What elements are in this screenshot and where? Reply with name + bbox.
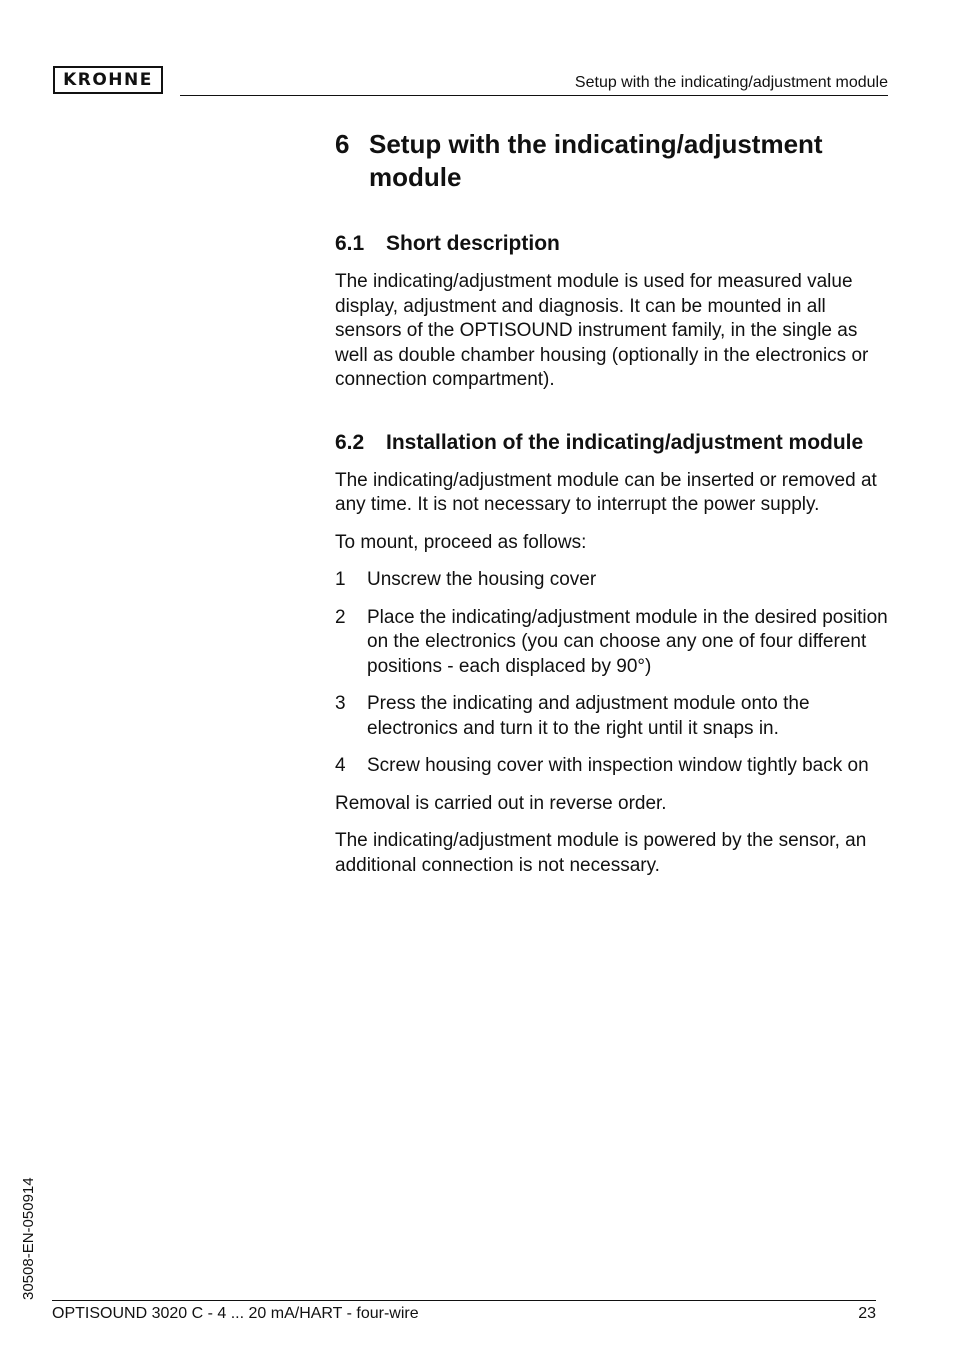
main-content bbox=[335, 128, 891, 878]
krohne-logo: KROHNE bbox=[53, 66, 163, 94]
list-item bbox=[335, 606, 891, 680]
step-text: Press the indicating and adjustment module onto the electronics and turn it to the right until it snaps in. bbox=[367, 693, 810, 739]
list-item bbox=[335, 568, 891, 593]
section-number: 6.2 bbox=[335, 430, 365, 454]
paragraph: The indicating/adjustment module can be inserted or removed at any time. It is not necessary to interrupt the power supply. bbox=[335, 469, 877, 515]
running-header-title: Setup with the indicating/adjustment module bbox=[574, 74, 888, 91]
paragraph: Removal is carried out in reverse order. bbox=[335, 792, 667, 814]
paragraph: The indicating/adjustment module is used for measured value display, adjustment and diagnosis. It can be mounted in all sensors of the OPTISOUND instrument family, in the single as well as double chamber housing (optionally in the electronics or connection compartment). bbox=[335, 271, 869, 390]
document-code: 30508-EN-050914 bbox=[20, 1177, 37, 1300]
footer-product: OPTISOUND 3020 C - 4 ... 20 mA/HART - four-wire bbox=[52, 1305, 419, 1322]
section-heading-6-2 bbox=[335, 429, 891, 457]
paragraph: To mount, proceed as follows: bbox=[335, 531, 587, 553]
step-text: Screw housing cover with inspection window tightly back on bbox=[367, 755, 869, 776]
list-item bbox=[335, 754, 891, 779]
section-title: Short description bbox=[386, 232, 560, 255]
step-number: 4 bbox=[335, 755, 346, 776]
section-heading-6-1 bbox=[335, 230, 891, 258]
paragraph: The indicating/adjustment module is powered by the sensor, an additional connection is not necessary. bbox=[335, 830, 867, 876]
footer-rule bbox=[52, 1300, 876, 1301]
step-number: 3 bbox=[335, 693, 346, 714]
step-text: Unscrew the housing cover bbox=[367, 569, 597, 590]
step-text: Place the indicating/adjustment module in the desired position on the electronics (you can choose any one of four different positions - each displaced by 90°) bbox=[367, 606, 888, 677]
section-number: 6.1 bbox=[335, 232, 365, 255]
step-number: 2 bbox=[335, 606, 346, 628]
list-item bbox=[335, 692, 891, 741]
mounting-steps-list bbox=[335, 568, 891, 779]
header-rule bbox=[180, 95, 888, 96]
step-number: 1 bbox=[335, 569, 346, 590]
chapter-title: Setup with the indicating/adjustment module bbox=[369, 129, 823, 192]
section-title: Installation of the indicating/adjustment module bbox=[386, 430, 864, 454]
page-number: 23 bbox=[858, 1305, 876, 1322]
chapter-number: 6 bbox=[335, 129, 350, 159]
chapter-heading bbox=[335, 128, 891, 194]
